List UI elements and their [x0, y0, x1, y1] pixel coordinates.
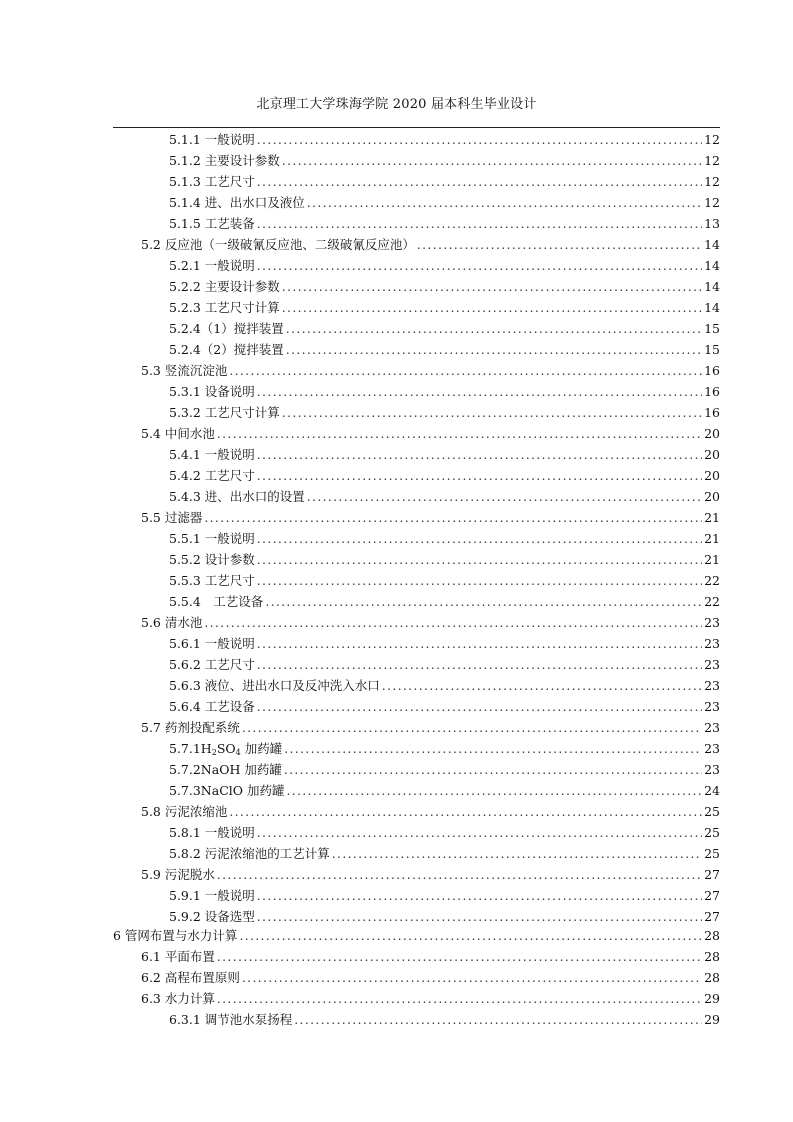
toc-entry[interactable] — [169, 318, 720, 339]
toc-entry[interactable] — [169, 696, 720, 717]
toc-leader-dots — [265, 591, 702, 612]
toc-entry-label: 5.5.1 一般说明 — [169, 531, 255, 546]
toc-entry[interactable] — [169, 486, 720, 507]
toc-leader-dots — [257, 255, 702, 276]
toc-leader-dots — [257, 822, 702, 843]
toc-entry[interactable] — [113, 925, 720, 946]
toc-leader-dots — [282, 297, 702, 318]
toc-page-number: 16 — [704, 405, 720, 420]
toc-leader-dots — [229, 801, 702, 822]
toc-leader-dots — [229, 360, 702, 381]
toc-page-number: 25 — [704, 825, 720, 840]
toc-page-number: 23 — [704, 762, 720, 777]
toc-entry[interactable] — [141, 234, 720, 255]
toc-leader-dots — [307, 192, 702, 213]
toc-entry[interactable] — [169, 171, 720, 192]
toc-page-number: 12 — [704, 132, 720, 147]
toc-entry[interactable] — [141, 801, 720, 822]
header-rule — [113, 127, 720, 128]
toc-entry[interactable] — [169, 738, 720, 759]
toc-page-number: 12 — [704, 195, 720, 210]
toc-entry-label: 5.6.4 工艺设备 — [169, 699, 255, 714]
toc-page-number: 21 — [704, 531, 720, 546]
toc-leader-dots — [257, 549, 702, 570]
toc-leader-dots — [242, 967, 702, 988]
toc-entry-label: 5.1.1 一般说明 — [169, 132, 255, 147]
toc-leader-dots — [217, 988, 702, 1009]
toc-entry[interactable] — [141, 360, 720, 381]
toc-entry-label: 5.7.3NaClO 加药罐 — [169, 783, 285, 798]
toc-leader-dots — [307, 486, 702, 507]
toc-page-number: 23 — [704, 615, 720, 630]
toc-entry-label: 5.5 过滤器 — [141, 510, 203, 525]
toc-leader-dots — [257, 444, 702, 465]
toc-leader-dots — [332, 843, 702, 864]
toc-entry-label: 6.2 高程布置原则 — [141, 970, 240, 985]
toc-entry-label: 5.3.2 工艺尺寸计算 — [169, 405, 280, 420]
toc-entry-label: 5.1.4 进、出水口及液位 — [169, 195, 305, 210]
toc-entry-label: 5.9.2 设备选型 — [169, 909, 255, 924]
toc-entry[interactable] — [169, 528, 720, 549]
toc-entry[interactable] — [141, 612, 720, 633]
toc-entry[interactable] — [169, 381, 720, 402]
toc-leader-dots — [257, 465, 702, 486]
toc-leader-dots — [257, 213, 702, 234]
toc-entry[interactable] — [169, 402, 720, 423]
toc-page-number: 15 — [704, 342, 720, 357]
toc-entry-label: 5.2 反应池（一级破氰反应池、二级破氰反应池） — [141, 237, 415, 252]
toc-entry[interactable] — [169, 906, 720, 927]
toc-leader-dots — [239, 925, 702, 946]
toc-leader-dots — [257, 654, 702, 675]
toc-page-number: 24 — [704, 783, 720, 798]
toc-entry[interactable] — [169, 297, 720, 318]
toc-entry[interactable] — [169, 885, 720, 906]
toc-entry-label: 5.4.1 一般说明 — [169, 447, 255, 462]
toc-entry[interactable] — [169, 759, 720, 780]
toc-page-number: 16 — [704, 363, 720, 378]
toc-entry[interactable] — [169, 549, 720, 570]
toc-leader-dots — [382, 675, 702, 696]
toc-leader-dots — [286, 780, 702, 801]
toc-page-number: 28 — [704, 970, 720, 985]
toc-page-number: 23 — [704, 699, 720, 714]
toc-leader-dots — [286, 339, 702, 360]
toc-page-number: 23 — [704, 678, 720, 693]
toc-page-number: 20 — [704, 447, 720, 462]
toc-entry-label: 5.5.3 工艺尺寸 — [169, 573, 255, 588]
toc-leader-dots — [217, 864, 702, 885]
toc-entry[interactable] — [169, 654, 720, 675]
toc-entry[interactable] — [169, 276, 720, 297]
label-part: 加药罐 — [244, 741, 283, 756]
toc-entry-label: 5.6 清水池 — [141, 615, 203, 630]
toc-entry-label: 5.4.3 进、出水口的设置 — [169, 489, 305, 504]
toc-entry-label: 6.3 水力计算 — [141, 991, 215, 1006]
toc-page-number: 25 — [704, 846, 720, 861]
toc-entry-label: 5.3.1 设备说明 — [169, 384, 255, 399]
toc-leader-dots — [286, 318, 702, 339]
toc-page-number: 14 — [704, 300, 720, 315]
toc-page-number: 21 — [704, 552, 720, 567]
subscript: 4 — [235, 748, 241, 757]
toc-page-number: 29 — [704, 991, 720, 1006]
toc-page-number: 27 — [704, 867, 720, 882]
toc-leader-dots — [257, 633, 702, 654]
toc-page-number: 21 — [704, 510, 720, 525]
toc-entry[interactable] — [141, 507, 720, 528]
toc-page-number: 22 — [704, 573, 720, 588]
toc-leader-dots — [294, 1009, 702, 1030]
toc-page-number: 12 — [704, 174, 720, 189]
toc-entry[interactable] — [169, 780, 720, 801]
toc-page-number: 23 — [704, 636, 720, 651]
toc-entry-label: 5.1.2 主要设计参数 — [169, 153, 280, 168]
toc-leader-dots — [204, 612, 702, 633]
toc-entry[interactable] — [169, 633, 720, 654]
toc-entry-label: 5.9 污泥脱水 — [141, 867, 215, 882]
toc-entry[interactable] — [141, 864, 720, 885]
toc-entry[interactable] — [169, 591, 720, 612]
toc-page-number: 20 — [704, 489, 720, 504]
toc-entry-label: 5.7.2NaOH 加药罐 — [169, 762, 282, 777]
toc-page-number: 16 — [704, 384, 720, 399]
toc-entry-label: 5.2.1 一般说明 — [169, 258, 255, 273]
toc-leader-dots — [284, 759, 702, 780]
toc-leader-dots — [257, 885, 702, 906]
toc-entry-label: 6.1 平面布置 — [141, 949, 215, 964]
toc-entry-label: 6 管网布置与水力计算 — [113, 928, 238, 943]
toc-leader-dots — [282, 402, 702, 423]
toc-page-number: 12 — [704, 153, 720, 168]
toc-entry[interactable] — [169, 339, 720, 360]
toc-entry-label: 5.6.1 一般说明 — [169, 636, 255, 651]
toc-entry-label: 5.6.3 液位、进出水口及反冲洗入水口 — [169, 678, 380, 693]
toc-entry-label: 5.8 污泥浓缩池 — [141, 804, 228, 819]
toc-entry[interactable] — [169, 822, 720, 843]
toc-leader-dots — [217, 946, 702, 967]
toc-page-number: 13 — [704, 216, 720, 231]
toc-entry-label: 5.6.2 工艺尺寸 — [169, 657, 255, 672]
toc-page-number: 14 — [704, 279, 720, 294]
subscript: 2 — [211, 748, 217, 757]
toc-entry[interactable] — [141, 946, 720, 967]
toc-entry-label: 5.2.4（2）搅拌装置 — [169, 342, 284, 357]
toc-leader-dots — [282, 150, 702, 171]
toc-entry[interactable] — [169, 213, 720, 234]
toc-entry[interactable] — [141, 988, 720, 1009]
toc-page-number: 20 — [704, 426, 720, 441]
toc-entry-label — [169, 738, 282, 759]
toc-entry-label: 5.2.3 工艺尺寸计算 — [169, 300, 280, 315]
toc-entry-label: 6.3.1 调节池水泵扬程 — [169, 1012, 293, 1027]
toc-leader-dots — [257, 528, 702, 549]
toc-page-number: 14 — [704, 237, 720, 252]
toc-leader-dots — [257, 171, 702, 192]
toc-entry[interactable] — [169, 192, 720, 213]
toc-leader-dots — [417, 234, 702, 255]
toc-entry-label: 5.3 竖流沉淀池 — [141, 363, 228, 378]
toc-entry-label: 5.2.2 主要设计参数 — [169, 279, 280, 294]
toc-entry[interactable] — [169, 150, 720, 171]
toc-entry-label: 5.5.4 工艺设备 — [169, 594, 264, 609]
toc-page-number: 23 — [704, 741, 720, 756]
toc-entry[interactable] — [169, 843, 720, 864]
toc-page-number: 14 — [704, 258, 720, 273]
toc-entry[interactable] — [169, 129, 720, 150]
toc-entry[interactable] — [141, 423, 720, 444]
toc-entry-label: 5.4 中间水池 — [141, 426, 215, 441]
toc-page-number: 29 — [704, 1012, 720, 1027]
toc-entry-label: 5.1.3 工艺尺寸 — [169, 174, 255, 189]
toc-leader-dots — [282, 276, 702, 297]
toc-page-number: 28 — [704, 928, 720, 943]
toc-page-number: 25 — [704, 804, 720, 819]
toc-entry-label: 5.8.1 一般说明 — [169, 825, 255, 840]
toc-leader-dots — [284, 738, 702, 759]
toc-entry-label: 5.4.2 工艺尺寸 — [169, 468, 255, 483]
toc-entry[interactable] — [141, 717, 720, 738]
toc-entry[interactable] — [169, 255, 720, 276]
toc-page-number: 27 — [704, 909, 720, 924]
page-header: 北京理工大学珠海学院 2020 届本科生毕业设计 — [256, 97, 537, 112]
toc-leader-dots — [204, 507, 702, 528]
toc-leader-dots — [242, 717, 702, 738]
toc-leader-dots — [257, 906, 702, 927]
toc-leader-dots — [257, 570, 702, 591]
toc-page-number: 23 — [704, 720, 720, 735]
toc-leader-dots — [257, 696, 702, 717]
toc-entry-label: 5.9.1 一般说明 — [169, 888, 255, 903]
toc-page-number: 27 — [704, 888, 720, 903]
label-part: SO — [216, 741, 236, 756]
toc-entry[interactable] — [169, 570, 720, 591]
toc-entry-label: 5.1.5 工艺装备 — [169, 216, 255, 231]
toc-entry[interactable] — [169, 444, 720, 465]
toc-page-number: 23 — [704, 657, 720, 672]
label-part: 5.7.1H — [169, 741, 212, 756]
toc-page-number: 28 — [704, 949, 720, 964]
toc-page-number: 20 — [704, 468, 720, 483]
toc-entry-label: 5.7 药剂投配系统 — [141, 720, 240, 735]
toc-entry[interactable] — [169, 1009, 720, 1030]
toc-leader-dots — [217, 423, 702, 444]
toc-entry-label: 5.5.2 设计参数 — [169, 552, 255, 567]
toc-entry-label: 5.8.2 污泥浓缩池的工艺计算 — [169, 846, 330, 861]
toc-page-number: 15 — [704, 321, 720, 336]
toc-entry-label: 5.2.4（1）搅拌装置 — [169, 321, 284, 336]
toc-entry[interactable] — [169, 465, 720, 486]
toc-page-number: 22 — [704, 594, 720, 609]
toc-leader-dots — [257, 381, 702, 402]
toc-leader-dots — [257, 129, 702, 150]
toc-entry[interactable] — [141, 967, 720, 988]
toc-entry[interactable] — [169, 675, 720, 696]
